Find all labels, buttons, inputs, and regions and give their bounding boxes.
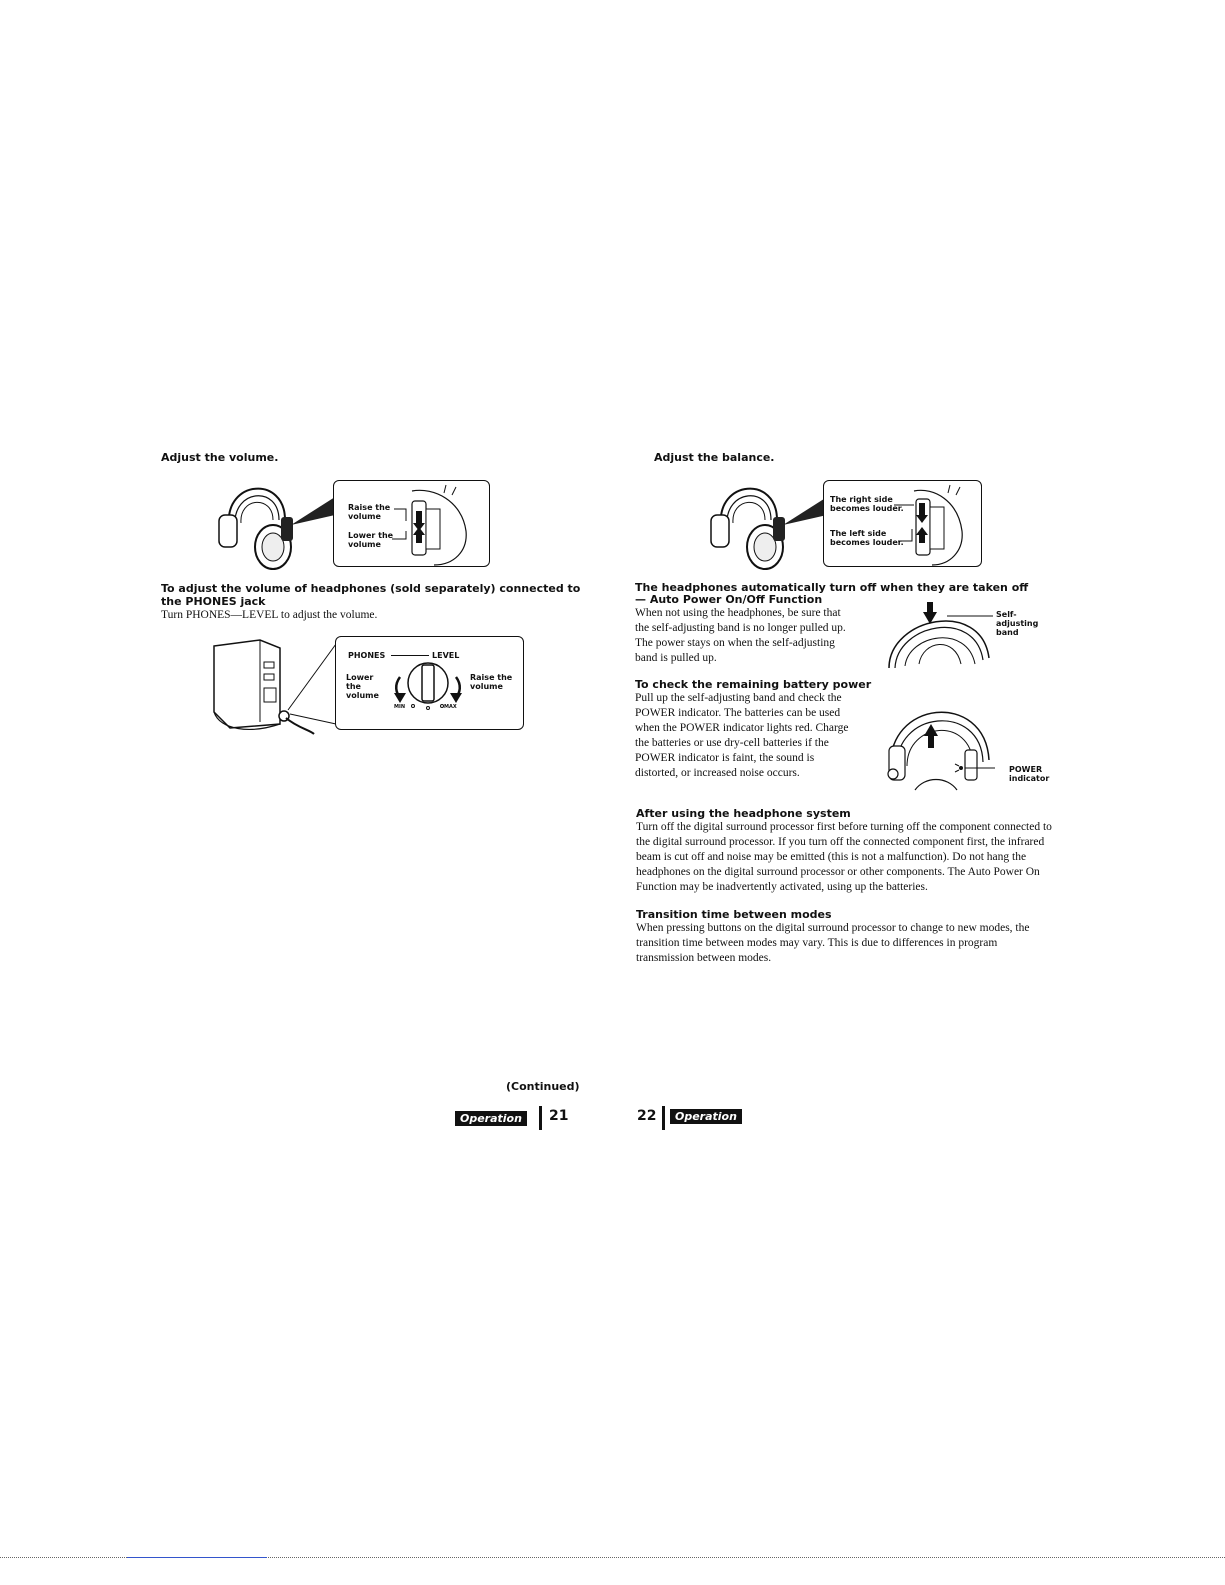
auto-power-heading: The headphones automatically turn off when they are taken off (635, 581, 1029, 594)
power-indicator-figure (885, 690, 995, 790)
auto-power-subheading: — Auto Power On/Off Function (635, 593, 823, 606)
phones-callout (335, 636, 524, 730)
level-knob-icon (336, 637, 523, 729)
battery-heading: To check the remaining battery power (635, 678, 872, 691)
auto-power-body: When not using the headphones, be sure that the self-adjusting band is no longer pulled up. The power stays on when the self-adjusting band is pulled up. (635, 607, 846, 664)
headband-illustration (885, 598, 995, 668)
min-label: MIN (394, 704, 406, 710)
phones-level-figure (210, 632, 530, 742)
balance-callout (823, 480, 982, 567)
balance-control-detail (824, 481, 981, 566)
after-using-heading: After using the headphone system (636, 807, 851, 820)
adjust-volume-heading: Adjust the volume. (161, 451, 279, 464)
page-number-22: 22 (637, 1108, 657, 1124)
lower-volume-label-2: Lower the volume (346, 673, 379, 700)
operation-tab-left: Operation (455, 1111, 527, 1126)
headphones-power-illustration (885, 690, 995, 790)
phones-body: Turn PHONES—LEVEL to adjust the volume. (161, 609, 378, 621)
after-using-body: Turn off the digital surround processor first before turning off the component connected to the digital surround processor. If you turn off the connected component first, the infrared beam is cut off and noise may be emitted (this is not a malfunction). Do not hang the headphones on the digital surround processor or other components. The Auto Power On Function may be inadvertently activated, using up the batteries. (636, 821, 1052, 893)
level-label: LEVEL (432, 651, 460, 660)
operation-tab-right: Operation (670, 1109, 742, 1124)
battery-body: Pull up the self-adjusting band and check the POWER indicator. The batteries can be used when the POWER indicator lights red. Charge the batteries or use dry-cell batteries if the POWER indicator is faint, the sound is distorted, or increased noise occurs. (635, 692, 849, 779)
volume-callout (333, 480, 490, 567)
left-louder-label: The left side becomes louder. (830, 529, 904, 547)
adjust-balance-heading: Adjust the balance. (654, 451, 775, 464)
raise-volume-label: Raise the volume (348, 503, 391, 521)
page-divider-right (662, 1106, 665, 1130)
page-number-21: 21 (549, 1108, 569, 1124)
continued-note: (Continued) (506, 1080, 580, 1093)
volume-figure (215, 475, 495, 575)
max-label: MAX (444, 704, 457, 710)
page-divider-left (539, 1106, 542, 1130)
power-indicator-label: POWER indicator (1009, 765, 1050, 783)
transition-heading: Transition time between modes (636, 908, 832, 921)
transition-body: When pressing buttons on the digital surround processor to change to new modes, the transition time between modes may vary. This is due to differences in program transmission between modes. (636, 922, 1030, 964)
lower-volume-label: Lower the volume (348, 531, 394, 549)
balance-figure (707, 475, 987, 575)
phones-heading: To adjust the volume of headphones (sold separately) connected to the PHONES jack (161, 582, 581, 608)
raise-volume-label-2: Raise the volume (470, 673, 513, 691)
phones-label: PHONES (348, 651, 386, 660)
right-louder-label: The right side becomes louder. (830, 495, 904, 513)
volume-control-detail (334, 481, 489, 566)
self-adjusting-label: Self-adjusting band (996, 610, 1039, 637)
bottom-link-rule (127, 1557, 267, 1558)
self-adjusting-figure (885, 598, 995, 668)
